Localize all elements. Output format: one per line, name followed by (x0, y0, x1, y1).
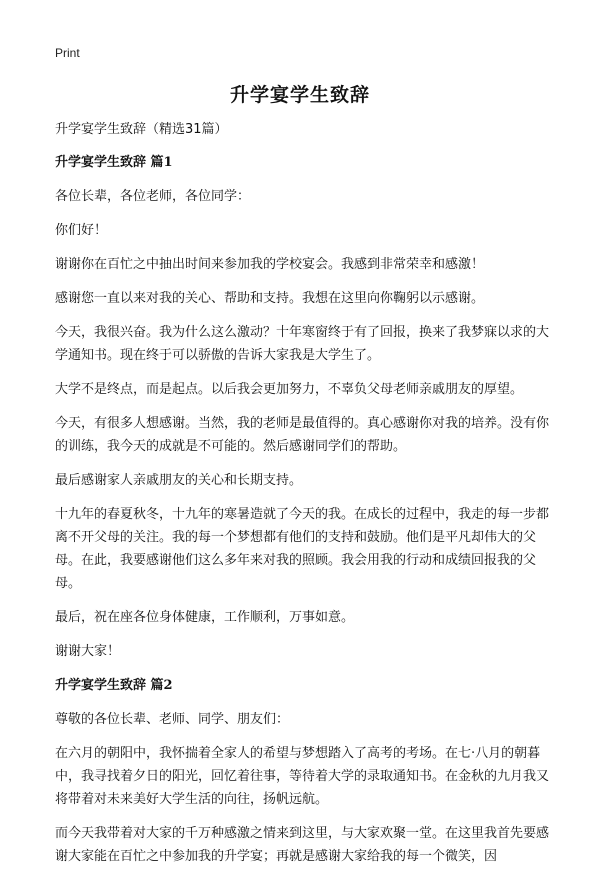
paragraph: 各位长辈，各位老师，各位同学： (55, 189, 251, 204)
paragraph: 谢谢你在百忙之中抽出时间来参加我的学校宴会。我感到非常荣幸和感激！ (55, 257, 485, 272)
paragraph: 感谢您一直以来对我的关心、帮助和支持。我想在这里向你鞠躬以示感谢。 (55, 291, 485, 306)
section-heading: 升学宴学生致辞 篇1 (55, 155, 173, 170)
paragraph: 你们好！ (55, 223, 108, 238)
page-title: 升学宴学生致辞 (229, 84, 370, 106)
document-body (55, 118, 555, 879)
paragraph: 谢谢大家！ (55, 644, 121, 659)
paragraph: 大学不是终点，而是起点。以后我会更加努力，不辜负父母老师亲戚朋友的厚望。 (55, 382, 524, 397)
paragraph: 最后，祝在座各位身体健康，工作顺利，万事如意。 (55, 610, 355, 625)
paragraph: 尊敬的各位长辈、老师、同学、朋友们： (55, 712, 290, 727)
document-subtitle: 升学宴学生致辞（精选31篇） (55, 122, 228, 137)
section-heading: 升学宴学生致辞 篇2 (55, 678, 173, 693)
print-label: Print (55, 46, 80, 60)
paragraph: 在六月的朝阳中，我怀揣着全家人的希望与梦想踏入了高考的考场。在七·八月的朝暮中，我寻找着夕日的阳光，回忆着往事，等待着大学的录取通知书。在金秋的九月我又将带着对未来美好大学生活的向往，扬帆远航。 (55, 746, 550, 807)
paragraph: 而今天我带着对大家的千万种感激之情来到这里，与大家欢聚一堂。在这里我首先要感谢大家能在百忙之中参加我的升学宴；再就是感谢大家给我的每一个微笑，因 (55, 826, 550, 864)
paragraph: 今天，我很兴奋。我为什么这么激动？十年寒窗终于有了回报，换来了我梦寐以求的大学通知书。现在终于可以骄傲的告诉大家我是大学生了。 (55, 325, 550, 363)
paragraph: 今天，有很多人想感谢。当然，我的老师是最值得的。真心感谢你对我的培养。没有你的训练，我今天的成就是不可能的。然后感谢同学们的帮助。 (55, 416, 550, 454)
paragraph: 十九年的春夏秋冬，十九年的寒暑造就了今天的我。在成长的过程中，我走的每一步都离不开父母的关注。我的每一个梦想都有他们的支持和鼓励。他们是平凡却伟大的父母。在此，我要感谢他们这么多年来对我的照顾。我会用我的行动和成绩回报我的父母。 (55, 507, 550, 591)
paragraph: 最后感谢家人亲戚朋友的关心和长期支持。 (55, 473, 303, 488)
